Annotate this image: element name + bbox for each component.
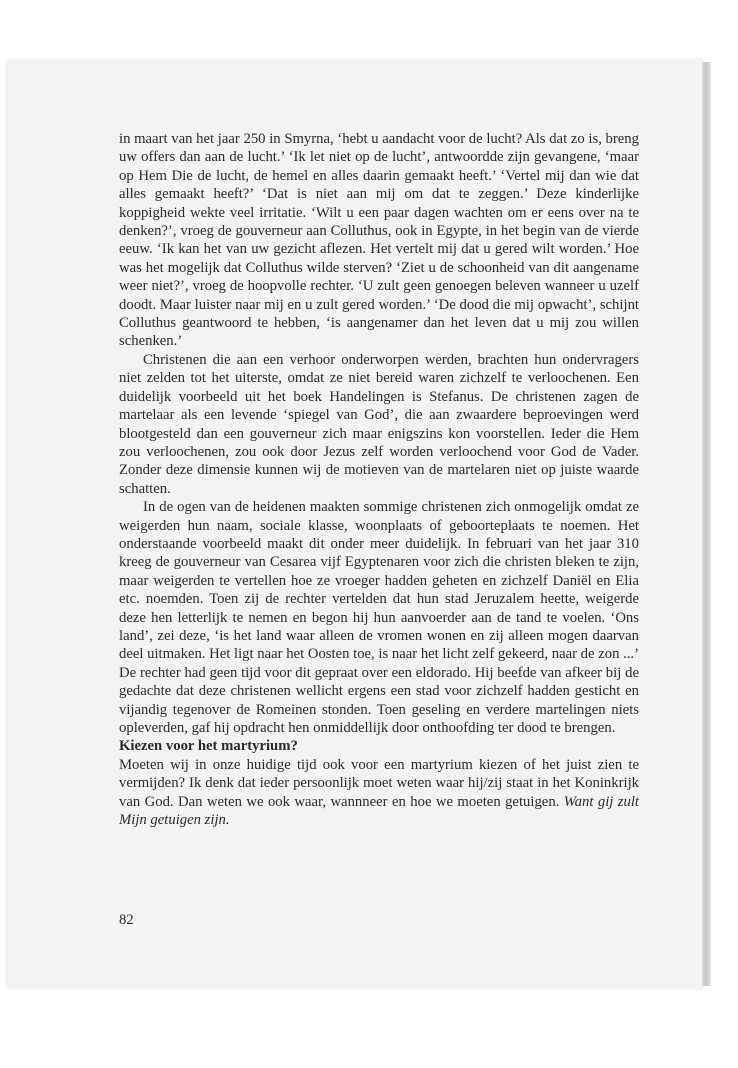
- final-paragraph: [119, 756, 639, 830]
- final-paragraph-italic: Want gij zult Mijn getuigen zijn.: [119, 793, 640, 829]
- paragraph-3: In de ogen van de heidenen maakten sommige christenen zich onmogelijk omdat ze weigerden hun naam, sociale klasse, woonplaats of geboorteplaats te noemen. Het onderstaande voorbeeld maakt dit onder meer duidelijk. In februari van het jaar 310 kreeg de gouverneur van Cesarea vijf Egyptenaren voor zich die christen bleken te zijn, maar weigerden te vertellen hoe ze vroeger hadden geheten en zichzelf Daniël en Elia etc. noemden. Toen zij de rechter vertelden dat hun stad Jeruzalem heette, weigerde deze hen letterlijk te nemen en begon hij hun aanvoerder aan de tand te voelen. ‘Ons land’, zei deze, ‘is het land waar alleen de vromen wonen en zij alleen mogen daarvan deel uitmaken. Het ligt naar het Oosten toe, is naar het licht zelf gekeerd, naar de zon ...’ De rechter had geen tijd voor dit gepraat over een eldorado. Hij beefde van afkeer bij de gedachte dat deze christenen wellicht ergens een stad voor zichzelf hadden gesticht en vijandig tegenover de Romeinen stonden. Toen geseling en verdere martelingen niets opleverden, gaf hij opdracht hen onmiddellijk door onthoofding ter dood te brengen.: [119, 499, 639, 736]
- section-heading: Kiezen voor het martyrium?: [119, 738, 298, 755]
- final-paragraph-text: Moeten wij in onze huidige tijd ook voor een martyrium kiezen of het juist zien te vermijden? Ik denk dat ieder persoonlijk moet weten waar hij/zij staat in het Koninkrijk van God. Dan weten we ook waar, wannneer en hoe we moeten getuigen.: [119, 756, 639, 810]
- body-text: [119, 130, 639, 829]
- paragraph-1: in maart van het jaar 250 in Smyrna, ‘hebt u aandacht voor de lucht? Als dat zo is, breng uw offers dan aan de lucht.’ ‘Ik let niet op de lucht’, antwoordde zijn gevangene, ‘maar op Hem Die de lucht, de hemel en alles daarin gemaakt heeft.’ ‘Vertel mij dan wie dat alles gemaakt heeft?’ ‘Dat is niet aan mij om dat te zeggen.’ Deze kinderlijke koppigheid wekte veel irritatie. ‘Wilt u een paar dagen wachten om er eens over na te denken?’, vroeg de gouverneur aan Colluthus, ook in Egypte, in het begin van de vierde eeuw. ‘Ik kan het van uw gezicht aflezen. Het vertelt mij dat u gered wilt worden.’ Hoe was het mogelijk dat Colluthus wilde sterven? ‘Ziet u de schoonheid van dit aangename weer niet?’, vroeg de hoopvolle rechter. ‘U zult geen genoegen beleven wanneer u uzelf doodt. Maar luister naar mij en u zult gered worden.’ ‘De dood die mij opwacht’, schijnt Colluthus geantwoord te hebben, ‘is aangenamer dan het leven dat u mij zou willen schenken.’: [119, 131, 639, 350]
- page-edge: [702, 62, 711, 986]
- paragraph-2: Christenen die aan een verhoor onderworpen werden, brachten hun ondervragers niet zelden tot het uiterste, omdat ze niet bereid waren zichzelf te verloochenen. Een duidelijk voorbeeld uit het boek Handelingen is Stefanus. De christenen zagen de martelaar als een levende ‘spiegel van God’, die aan zwaardere beproevingen werd blootgesteld dan een gouverneur zich maar enigszins kon voorstellen. Ieder die Hem zou verloochenen, zou ook door Jezus zelf worden verloochend voor God de Vader. Zonder deze dimensie kunnen wij de motieven van de martelaren niet op juiste waarde schatten.: [119, 351, 639, 497]
- page-number: 82: [119, 912, 134, 928]
